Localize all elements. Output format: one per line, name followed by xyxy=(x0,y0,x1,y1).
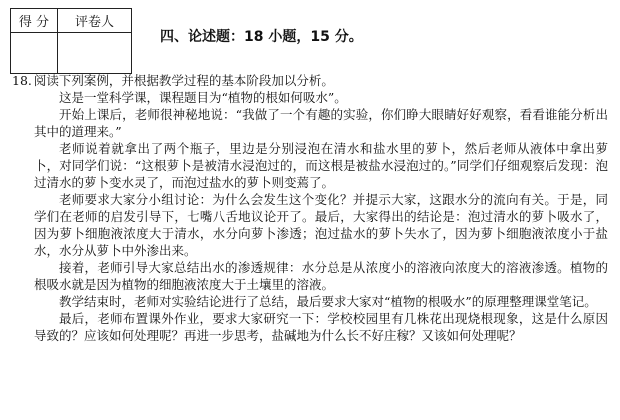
score-field[interactable] xyxy=(11,33,58,74)
paragraph: 老师要求大家分小组讨论：为什么会发生这个变化？并提示大家，这跟水分的流向有关。于是，同学们在老师的启发引导下，七嘴八舌地议论开了。最后，大家得出的结论是：泡过清水的萝卜吸水了，因为萝卜细胞液浓度大于清水，水分向萝卜渗透；泡过盐水的萝卜失水了，因为萝卜细胞液浓度小于盐水，水分从萝卜中外渗出来。 xyxy=(34,192,608,258)
paragraph: 教学结束时，老师对实验结论进行了总结，最后要求大家对“植物的根吸水”的原理整理课堂笔记。 xyxy=(59,294,597,309)
section-title: 四、论述题：18 小题，15 分。 xyxy=(160,29,363,45)
score-label: 得 分 xyxy=(11,9,58,33)
paragraph: 老师说着就拿出了两个瓶子，里边是分别浸泡在清水和盐水里的萝卜，然后老师从液体中拿出萝卜，对同学们说：“这根萝卜是被清水浸泡过的，而这根是被盐水浸泡过的。”同学们仔细观察后发现：泡过清水的萝卜变水灵了，而泡过盐水的萝卜则变蔫了。 xyxy=(34,141,608,190)
question-number: 18. xyxy=(12,73,32,88)
question-prompt: 阅读下列案例，并根据教学过程的基本阶段加以分析。 xyxy=(33,73,334,88)
question-header xyxy=(12,72,608,89)
score-box xyxy=(10,8,132,74)
paragraph: 这是一堂科学课，课程题目为“植物的根如何吸水”。 xyxy=(59,90,347,105)
grader-label: 评卷人 xyxy=(57,9,131,33)
question-18 xyxy=(12,72,608,344)
paragraph: 开始上课后，老师很神秘地说：“我做了一个有趣的实验，你们睁大眼睛好好观察，看看谁能分析出其中的道理来。” xyxy=(34,107,608,139)
paragraph: 最后，老师布置课外作业，要求大家研究一下：学校校园里有几株花出现烧根现象，这是什么原因导致的？应该如何处理呢？再进一步思考，盐碱地为什么长不好庄稼？又该如何处理呢？ xyxy=(34,311,608,343)
paragraph: 接着，老师引导大家总结出水的渗透规律：水分总是从浓度小的溶液向浓度大的溶液渗透。植物的根吸水就是因为植物的细胞液浓度大于土壤里的溶液。 xyxy=(34,260,608,292)
grader-field[interactable] xyxy=(57,33,131,74)
